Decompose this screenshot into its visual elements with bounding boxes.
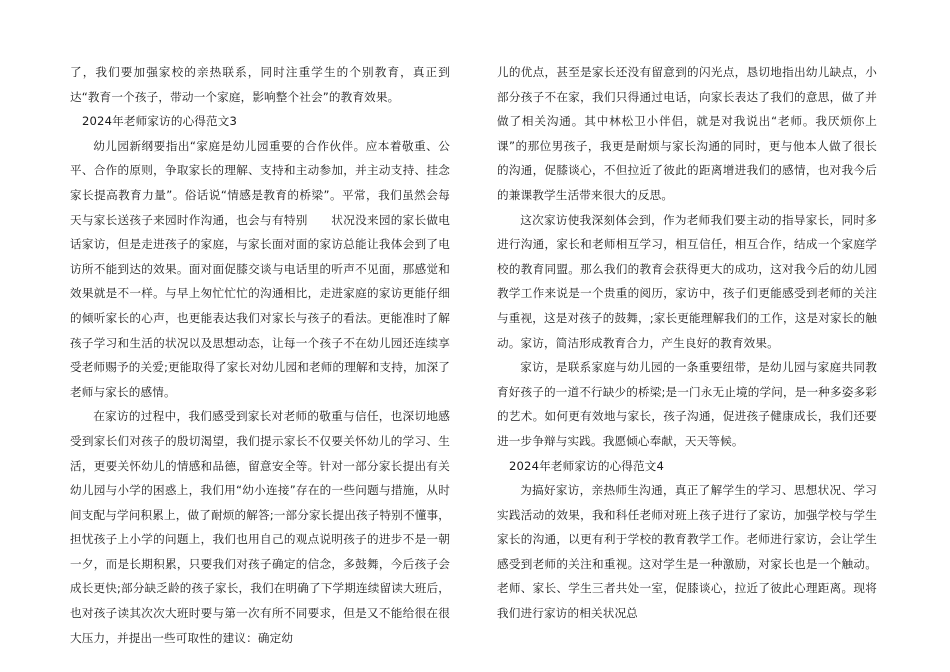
- left-column: [70, 60, 450, 650]
- paragraph: 家访，是联系家庭与幼儿园的一条重要纽带，是幼儿园与家庭共同教育好孩子的一道不行缺少的桥梁;是一门永无止境的学问，是一种多姿多彩的艺术。如何更有效地与家长，孩子沟通，促进孩子健康成长，我们还要进一步争辩与实践。我愿倾心奉献，天天等候。: [497, 360, 877, 448]
- right-column: [497, 60, 877, 626]
- section-heading: 2024年老师家访的心得范文3: [82, 114, 238, 129]
- paragraph: 幼儿园新纲要指出“家庭是幼儿园重要的合作伙伴。应本着敬重、公平、合作的原则，争取家长的理解、支持和主动参加，并主动支持、挂念家长提高教育力量”。俗话说“情感是教育的桥梁”。平常，我们虽然会每天与家长送孩子来园时作沟通，也会与有特别 状况没来园的家长做电话家访，但是走进孩子的家庭，与家长面对面的家访总能让我体会到了电访所不能到达的效果。面对面促膝交谈与电话里的听声不见面，那感觉和效果就是不一样。与早上匆忙忙忙的沟通相比，走进家庭的家访更能仔细的倾听家长的心声，也更能表达我们对家长与孩子的看法。更能准时了解孩子学习和生活的状况以及思想动态，让每一个孩子不在幼儿园还连续享受老师赐予的关爱;更能取得了家长对幼儿园和老师的理解和支持，加深了老师与家长的感情。: [70, 138, 450, 399]
- paragraph: 儿的优点，甚至是家长还没有留意到的闪光点，恳切地指出幼儿缺点，小部分孩子不在家，我们只得通过电话，向家长表达了我们的意思，做了并做了相关沟通。其中林松卫小伴侣，就是对我说出“老师。我厌烦你上课”的那位男孩子，我更是耐烦与家长沟通的同时，更与他本人做了很长的沟通，促膝谈心，不但拉近了彼此的距离增进我们的感情，也对我今后的兼课教学生活带来很大的反思。: [497, 65, 877, 202]
- paragraph: 了，我们要加强家校的亲热联系，同时注重学生的个别教育，真正到达“教育一个孩子，带动一个家庭，影响整个社会”的教育效果。: [70, 65, 450, 104]
- section-heading: 2024年老师家访的心得范文4: [509, 458, 665, 473]
- paragraph: 为搞好家访，亲热师生沟通，真正了解学生的学习、思想状况、学习实践活动的效果，我和科任老师对班上孩子进行了家访，加强学校与学生家长的沟通，以更有利于学校的教育教学工作。老师进行家访，会让学生感受到老师的关注和重视。这对学生是一种激励，对家长也是一个触动。老师、家长、学生三者共处一室，促膝谈心，拉近了彼此心理距离。现将我们进行家访的相关状况总: [497, 483, 877, 621]
- paragraph: 在家访的过程中，我们感受到家长对老师的敬重与信任，也深切地感受到家长们对孩子的殷切渴望，我们提示家长不仅要关怀幼儿的学习、生活，更要关怀幼儿的情感和品德，留意安全等。针对一部分家长提出有关幼儿园与小学的困惑上，我们用“幼小连接”存在的一些问题与措施，从时间支配与学问积累上，做了耐烦的解答;一部分家长提出孩子特别不懂事，担忧孩子上小学的问题上，我们也用自己的观点说明孩子的进步不是一朝一夕，而是长期积累，只要我们对孩子确定的信念，多鼓舞，今后孩子会成长更快;部分缺乏龄的孩子家长，我们在明确了下学期连续留读大班后，也对孩子读其次次大班时要与第一次有所不同要求，但是又不能给很在很大压力，并提出一些可取性的建议：确定幼: [70, 409, 450, 645]
- paragraph: 这次家访使我深刻体会到，作为老师我们要主动的指导家长，同时多进行沟通，家长和老师相互学习，相互信任，相互合作，结成一个家庭学校的教育同盟。那么我们的教育会获得更大的成功，这对我今后的幼儿园教学工作来说是一个贵重的阅历，家访中，孩子们更能感受到老师的关注与重视，这是对孩子的鼓舞，;家长更能理解我们的工作，这是对家长的触动。家访，简洁形成教育合力，产生良好的教育效果。: [497, 212, 877, 350]
